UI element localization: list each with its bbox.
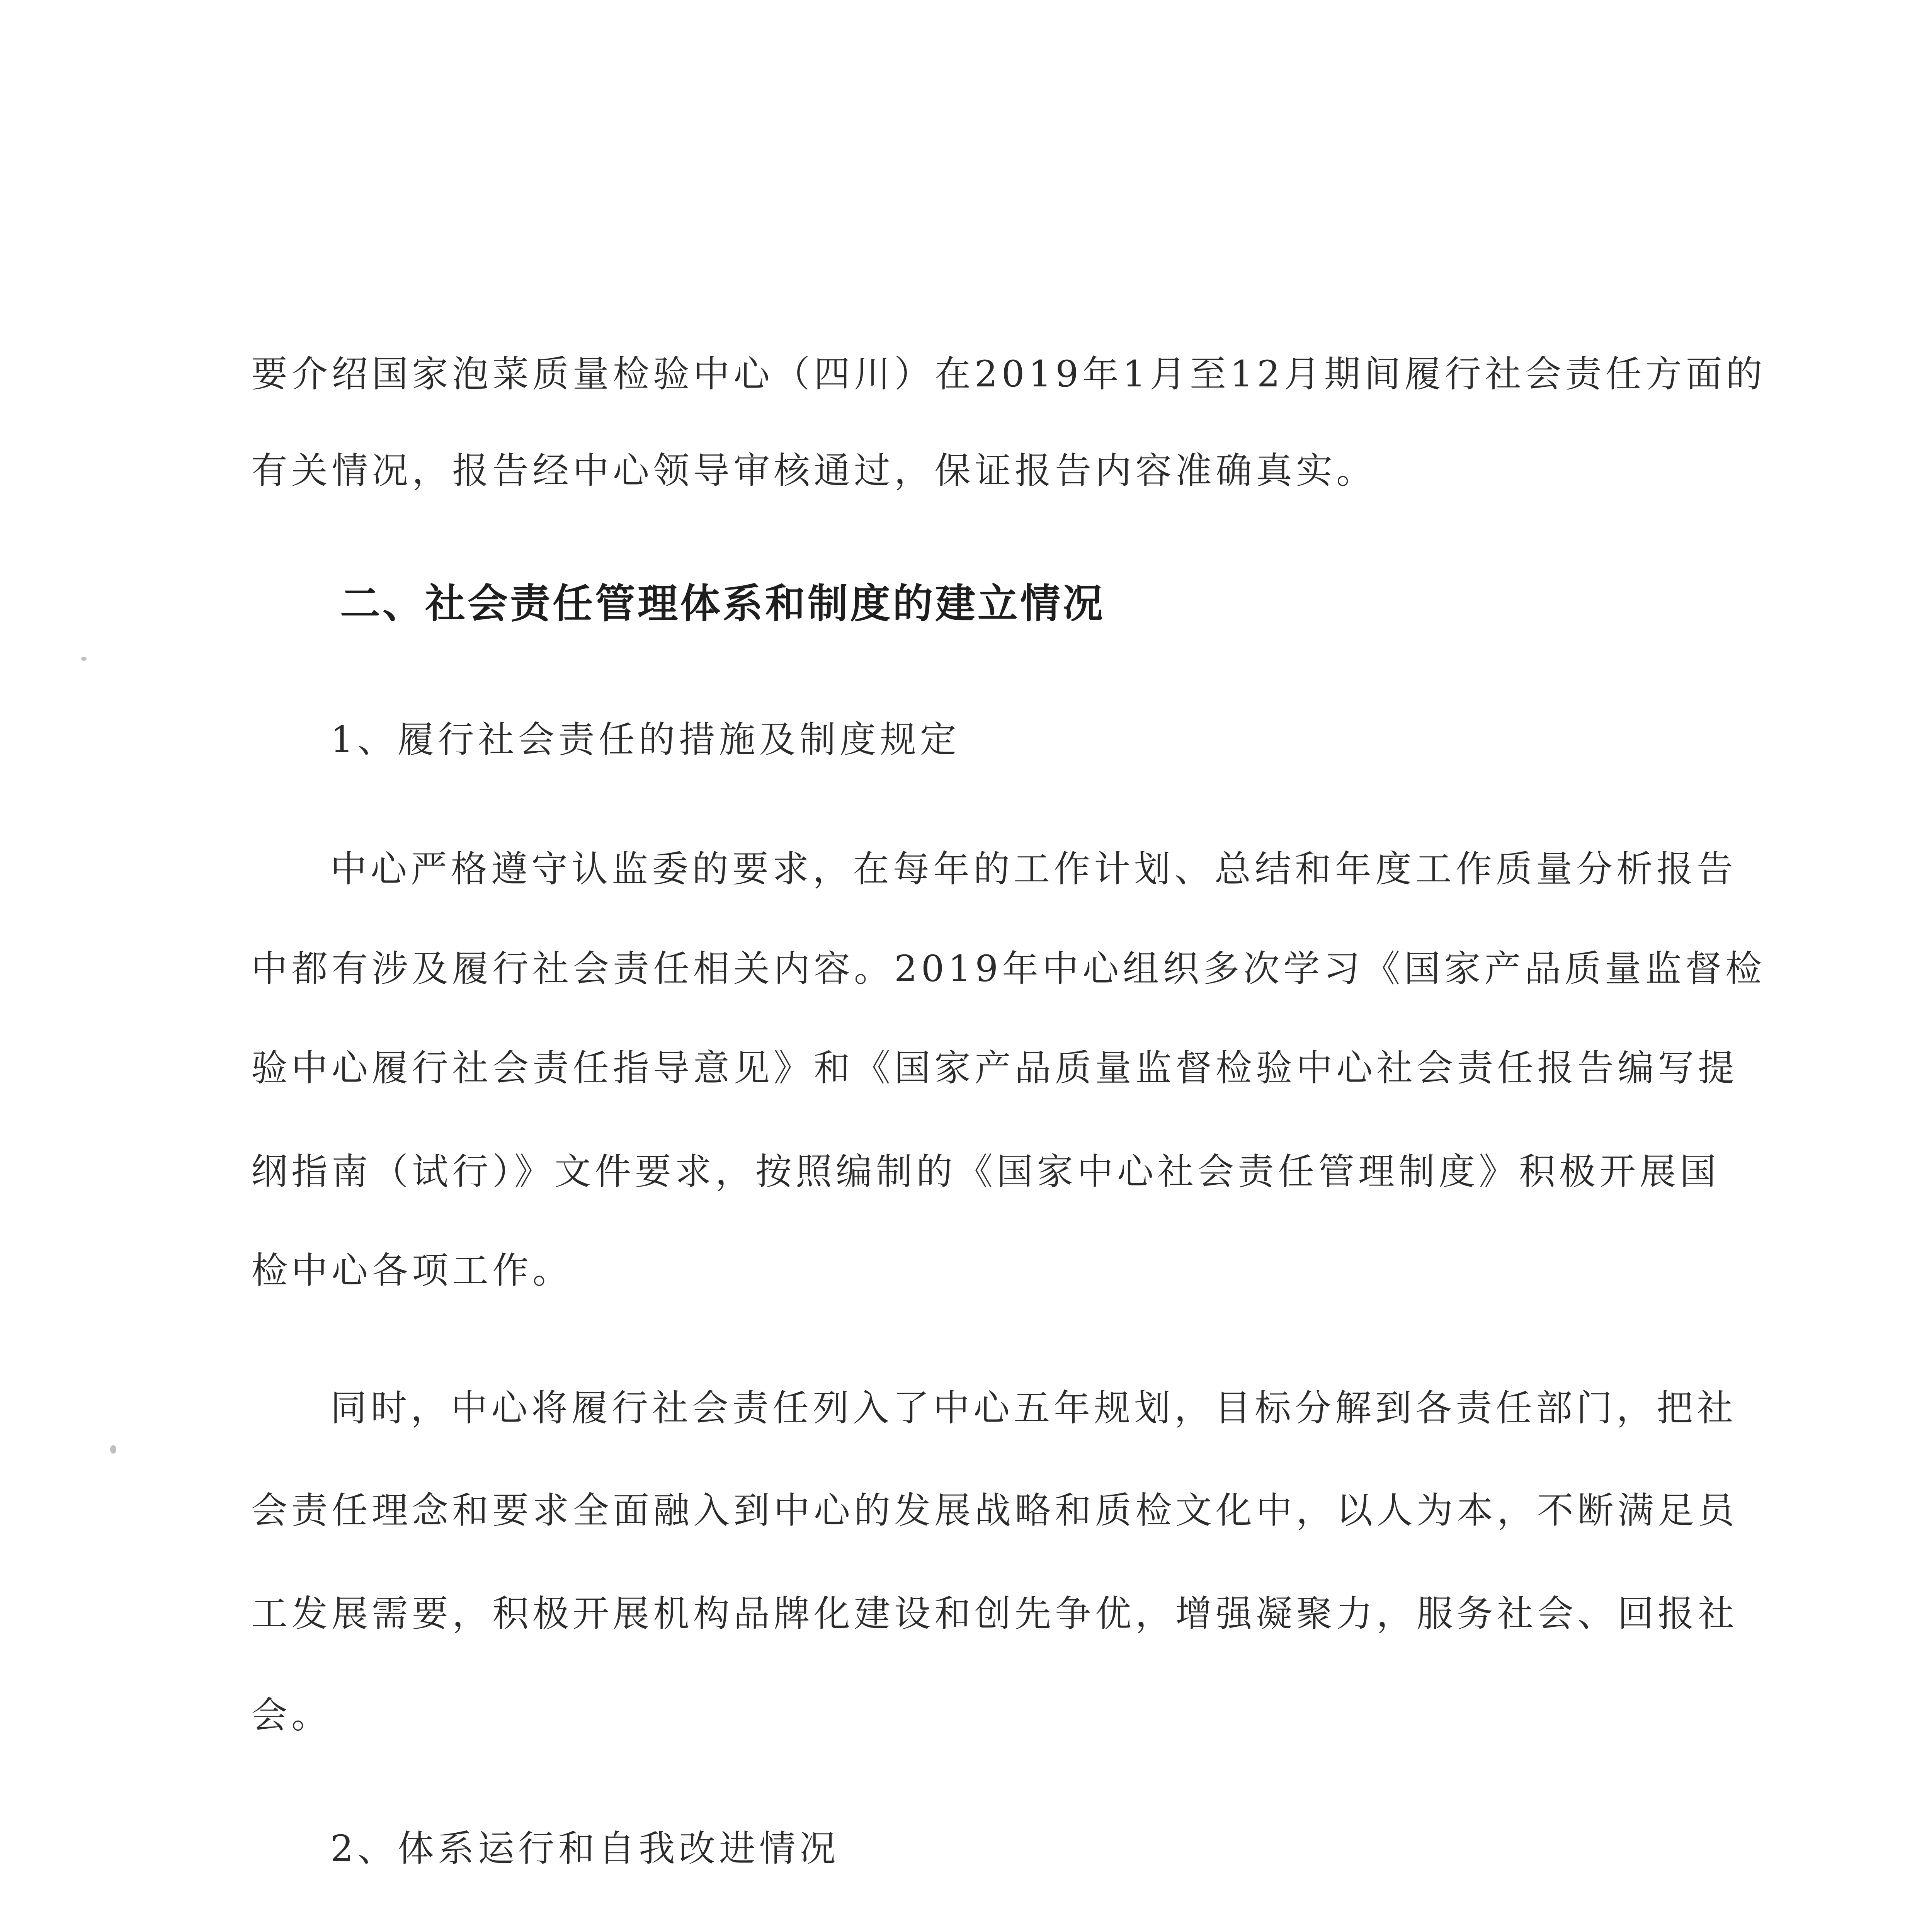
paragraph-line: 工发展需要，积极开展机构品牌化建设和创先争优，增强凝聚力，服务社会、回报社 [251, 1593, 1738, 1635]
paragraph-line: 中心严格遵守认监委的要求，在每年的工作计划、总结和年度工作质量分析报告 [330, 848, 1737, 890]
paragraph-line: 会责任理念和要求全面融入到中心的发展战略和质检文化中，以人为本，不断满足员 [251, 1490, 1738, 1532]
scan-speck [81, 657, 87, 661]
paragraph-line: 检中心各项工作。 [251, 1250, 573, 1292]
paragraph-line: 纲指南（试行）》文件要求，按照编制的《国家中心社会责任管理制度》积极开展国 [251, 1151, 1720, 1193]
subsection-title-2: 2、体系运行和自我改进情况 [330, 1828, 840, 1870]
intro-line-1: 要介绍国家泡菜质量检验中心（四川）在2019年1月至12月期间履行社会责任方面的 [251, 353, 1766, 395]
subsection-title-1: 1、履行社会责任的措施及制度规定 [330, 719, 960, 761]
section-heading: 二、社会责任管理体系和制度的建立情况 [340, 580, 1106, 627]
intro-line-2: 有关情况，报告经中心领导审核通过，保证报告内容准确真实。 [251, 450, 1377, 492]
scan-speck [110, 1445, 116, 1454]
paragraph-line: 中都有涉及履行社会责任相关内容。2019年中心组织多次学习《国家产品质量监督检 [251, 948, 1766, 990]
paragraph-line: 同时，中心将履行社会责任列入了中心五年规划，目标分解到各责任部门，把社 [330, 1387, 1737, 1429]
paragraph-line: 验中心履行社会责任指导意见》和《国家产品质量监督检验中心社会责任报告编写提 [251, 1047, 1738, 1089]
paragraph-line: 会。 [251, 1694, 332, 1736]
